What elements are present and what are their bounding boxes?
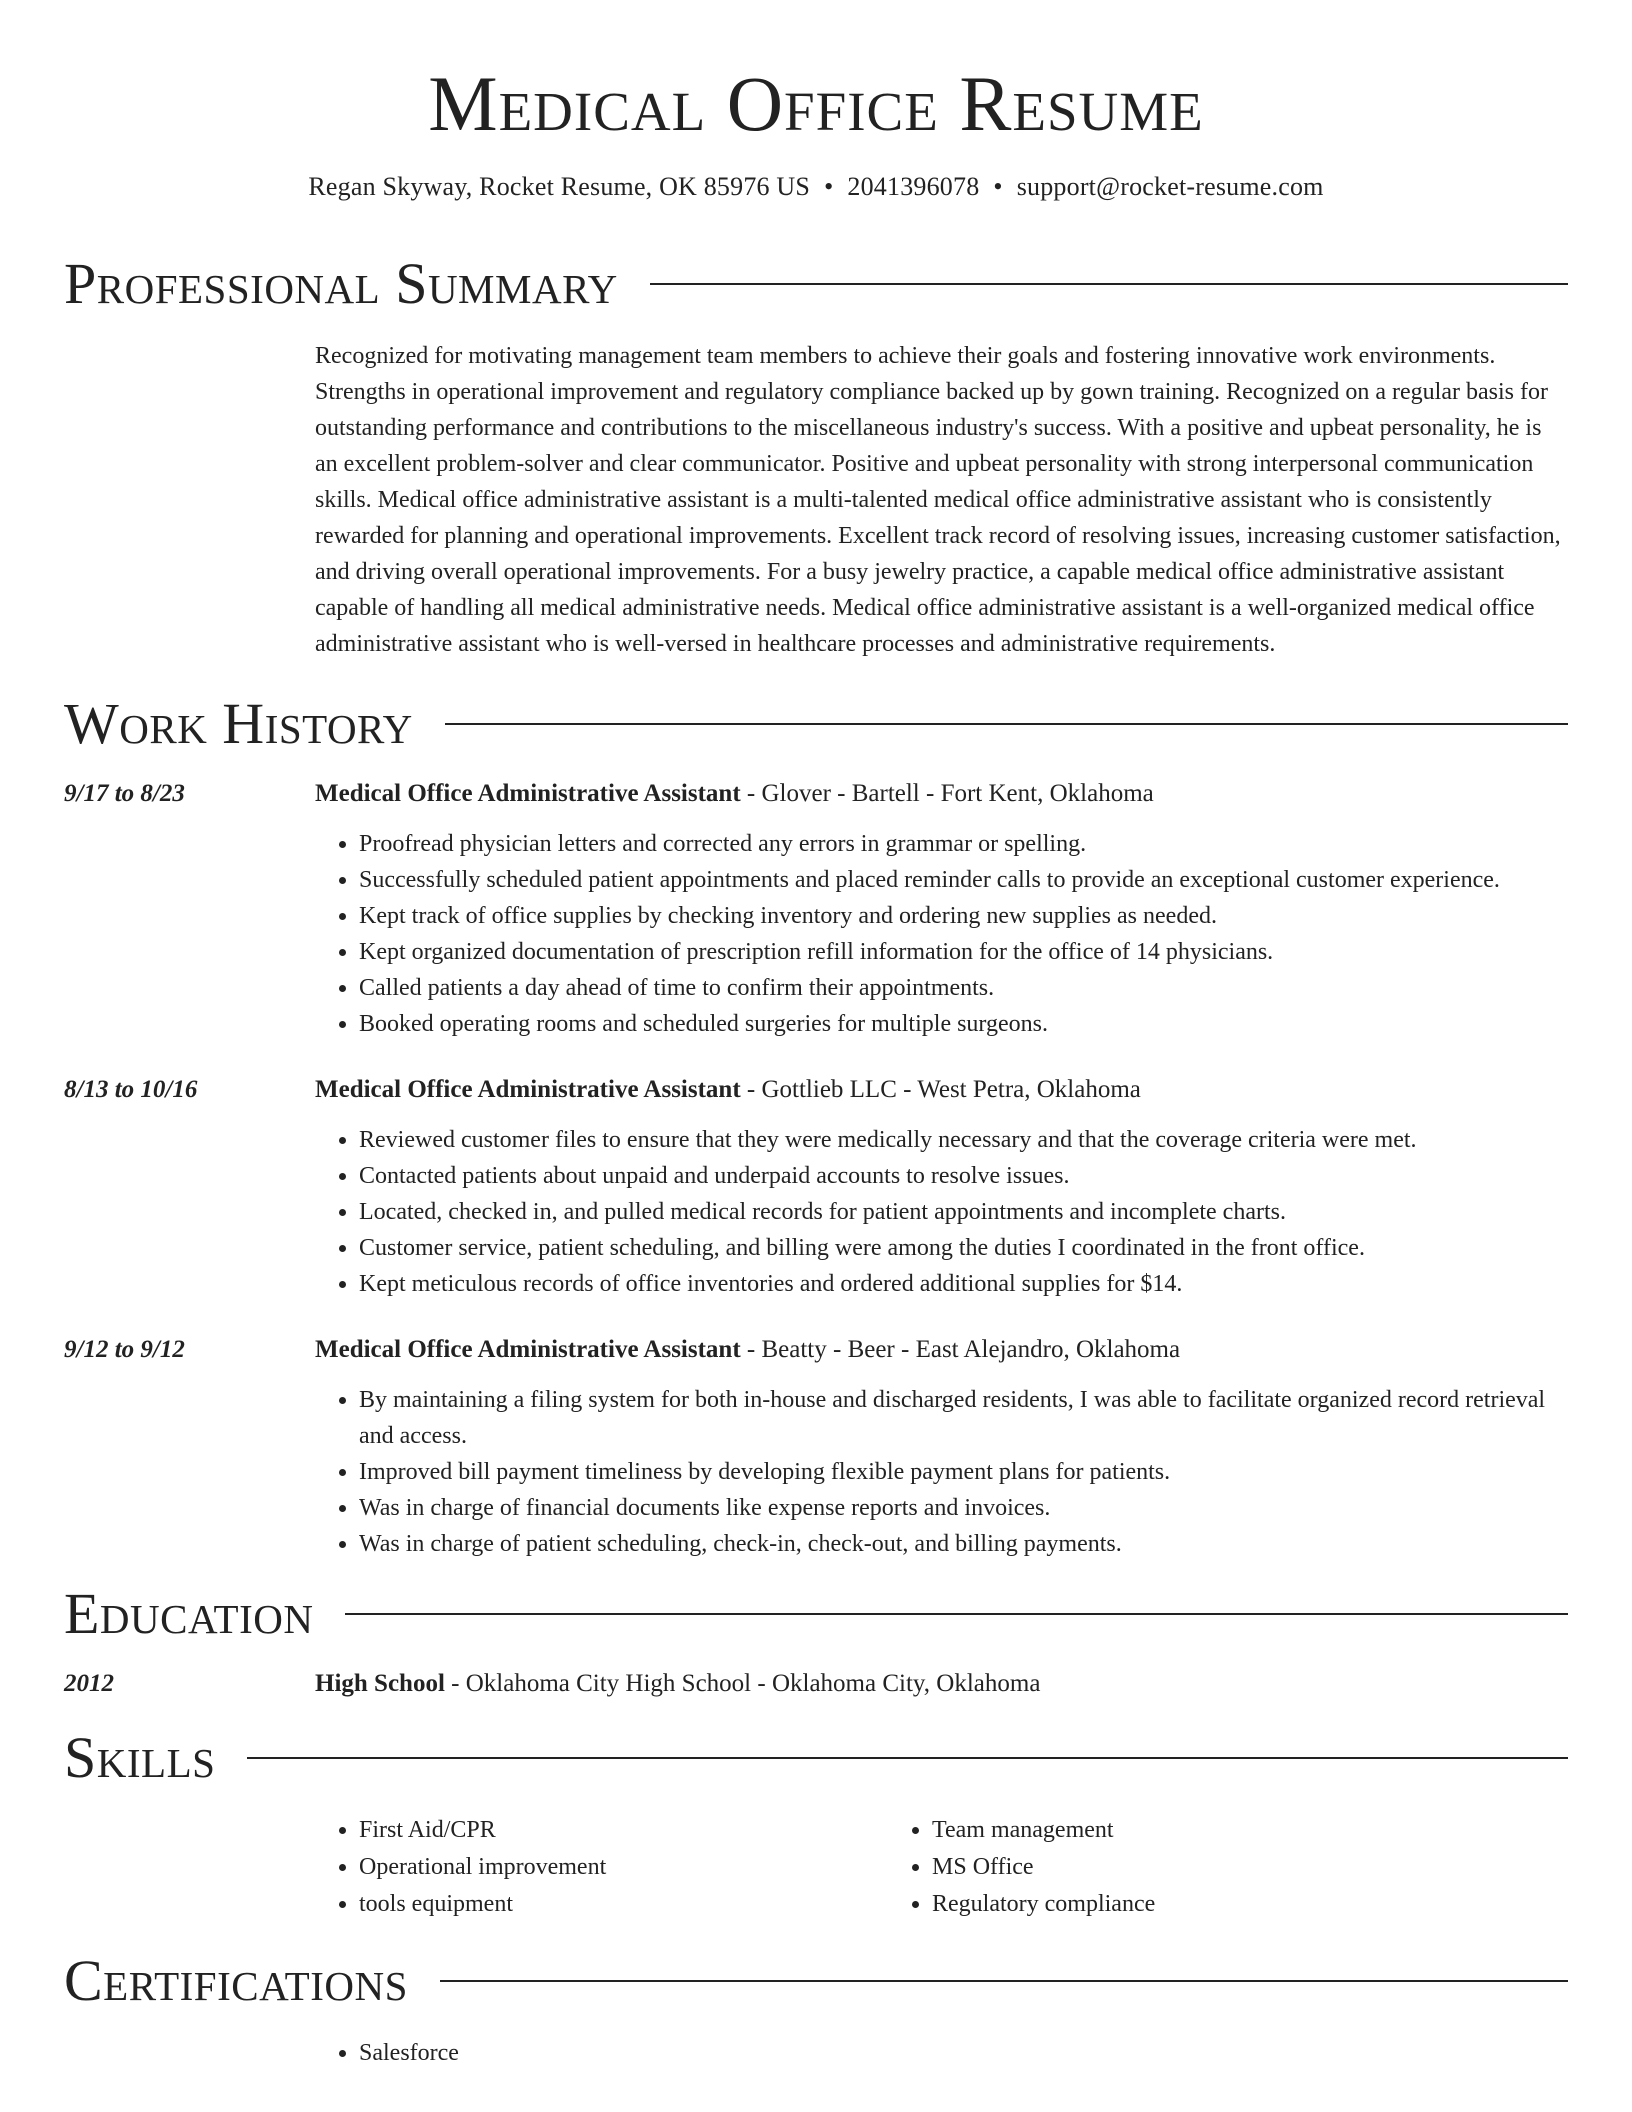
skill-item: • Regulatory compliance bbox=[932, 1886, 1461, 1923]
job-bullets-container bbox=[315, 1108, 1568, 1302]
job-bullet: • Located, checked in, and pulled medical records for patient appointments and incomplete charts. bbox=[359, 1194, 1568, 1230]
job-bullet: • Called patients a day ahead of time to confirm their appointments. bbox=[359, 970, 1568, 1006]
job-heading bbox=[315, 776, 1568, 812]
job-bullets bbox=[315, 826, 1568, 1042]
page-title: Medical Office Resume bbox=[428, 60, 1204, 147]
education-section-header bbox=[64, 1581, 1568, 1646]
education-degree: High School bbox=[315, 1670, 445, 1697]
job-bullets bbox=[315, 1122, 1568, 1302]
job-bullet: • Customer service, patient scheduling, and billing were among the duties I coordinated in the front office. bbox=[359, 1230, 1568, 1266]
skills-column-left bbox=[315, 1812, 888, 1923]
skill-item: • Operational improvement bbox=[359, 1849, 888, 1886]
job-dates-spacer bbox=[64, 1108, 315, 1302]
skills-grid bbox=[64, 1812, 1568, 1923]
education-year: 2012 bbox=[64, 1670, 114, 1697]
job-bullet: • Improved bill payment timeliness by developing flexible payment plans for patients. bbox=[359, 1454, 1568, 1490]
job-header bbox=[64, 1072, 1568, 1108]
job-bullet: • Kept meticulous records of office inventories and ordered additional supplies for $14. bbox=[359, 1266, 1568, 1302]
job-dates: 8/13 to 10/16 bbox=[64, 1076, 198, 1103]
job-bullet: • By maintaining a filing system for both in-house and discharged residents, I was able to facilitate organized record retrieval and access. bbox=[359, 1382, 1568, 1454]
section-divider bbox=[445, 723, 1568, 725]
job-bullet: • Was in charge of patient scheduling, check-in, check-out, and billing payments. bbox=[359, 1526, 1568, 1562]
certification-item: • Salesforce bbox=[359, 2035, 1568, 2071]
job-body bbox=[64, 1108, 1568, 1302]
section-divider bbox=[650, 283, 1568, 285]
certifications-bullets bbox=[315, 2035, 1568, 2071]
job-dates-spacer bbox=[64, 812, 315, 1042]
job-title: Medical Office Administrative Assistant bbox=[315, 1336, 741, 1363]
contact-separator: • bbox=[824, 172, 834, 201]
job-bullet: • Was in charge of financial documents like expense reports and invoices. bbox=[359, 1490, 1568, 1526]
certifications-list bbox=[64, 2035, 1568, 2071]
skill-item: • MS Office bbox=[932, 1849, 1461, 1886]
job-header bbox=[64, 776, 1568, 812]
job-entry bbox=[64, 1072, 1568, 1302]
job-entry bbox=[64, 776, 1568, 1042]
job-bullet: • Kept track of office supplies by checking inventory and ordering new supplies as needed. bbox=[359, 898, 1568, 934]
skill-item: • First Aid/CPR bbox=[359, 1812, 888, 1849]
certifications-heading: Certifications bbox=[64, 1948, 408, 2013]
job-body bbox=[64, 812, 1568, 1042]
job-dates: 9/12 to 9/12 bbox=[64, 1336, 185, 1363]
skill-item: • tools equipment bbox=[359, 1886, 888, 1923]
job-employer: - Glover - Bartell - Fort Kent, Oklahoma bbox=[740, 780, 1154, 807]
summary-heading: Professional Summary bbox=[64, 251, 618, 316]
job-employer: - Gottlieb LLC - West Petra, Oklahoma bbox=[740, 1076, 1141, 1103]
job-bullets-container bbox=[315, 812, 1568, 1042]
job-bullets bbox=[315, 1382, 1568, 1562]
job-bullet: • Kept organized documentation of prescription refill information for the office of 14 physicians. bbox=[359, 934, 1568, 970]
skill-item: • Team management bbox=[932, 1812, 1461, 1849]
education-school: - Oklahoma City High School - Oklahoma City, Oklahoma bbox=[444, 1670, 1041, 1697]
job-bullet: • Proofread physician letters and corrected any errors in grammar or spelling. bbox=[359, 826, 1568, 862]
job-bullets-container bbox=[315, 1368, 1568, 1562]
work-heading: Work History bbox=[64, 691, 413, 756]
section-divider bbox=[247, 1757, 1568, 1759]
job-bullet: • Contacted patients about unpaid and underpaid accounts to resolve issues. bbox=[359, 1158, 1568, 1194]
job-bullet: • Reviewed customer files to ensure that they were medically necessary and that the coverage criteria were met. bbox=[359, 1122, 1568, 1158]
work-history-list bbox=[64, 776, 1568, 1562]
job-heading bbox=[315, 1072, 1568, 1108]
skills-column-right bbox=[888, 1812, 1461, 1923]
job-bullet: • Booked operating rooms and scheduled surgeries for multiple surgeons. bbox=[359, 1006, 1568, 1042]
contact-phone: 2041396078 bbox=[847, 172, 980, 201]
certifications-section-header bbox=[64, 1948, 1568, 2013]
job-header bbox=[64, 1332, 1568, 1368]
job-heading bbox=[315, 1332, 1568, 1368]
contact-email[interactable]: support@rocket-resume.com bbox=[1016, 172, 1324, 201]
skills-heading: Skills bbox=[64, 1725, 216, 1790]
summary-section-header bbox=[64, 251, 1568, 316]
job-employer: - Beatty - Beer - East Alejandro, Oklahoma bbox=[740, 1336, 1181, 1363]
skills-section-header bbox=[64, 1725, 1568, 1790]
education-heading: Education bbox=[64, 1581, 314, 1646]
job-title: Medical Office Administrative Assistant bbox=[315, 780, 741, 807]
job-dates-spacer bbox=[64, 1368, 315, 1562]
contact-line bbox=[64, 172, 1568, 202]
job-bullet: • Successfully scheduled patient appointments and placed reminder calls to provide an exceptional customer experience. bbox=[359, 862, 1568, 898]
summary-text: Recognized for motivating management team members to achieve their goals and fostering innovative work environments. Strengths in operational improvement and regulatory compliance backed up by gown training. Recognized on a regular basis for outstanding performance and contributions to the miscellaneous industry's success. With a positive and upbeat personality, he is an excellent problem-solver and clear communicator. Positive and upbeat personality with strong interpersonal communication skills. Medical office administrative assistant is a multi-talented medical office administrative assistant who is consistently rewarded for planning and operational improvements. Excellent track record of resolving issues, increasing customer satisfaction, and driving overall operational improvements. For a busy jewelry practice, a capable medical office administrative assistant capable of handling all medical administrative needs. Medical office administrative assistant is a well-organized medical office administrative assistant who is well-versed in healthcare processes and administrative requirements. bbox=[315, 343, 1561, 657]
section-divider bbox=[440, 1980, 1568, 1982]
job-body bbox=[64, 1368, 1568, 1562]
education-entry bbox=[64, 1666, 1568, 1702]
contact-separator: • bbox=[993, 172, 1003, 201]
job-dates: 9/17 to 8/23 bbox=[64, 780, 185, 807]
job-entry bbox=[64, 1332, 1568, 1562]
job-title: Medical Office Administrative Assistant bbox=[315, 1076, 741, 1103]
contact-address: Regan Skyway, Rocket Resume, OK 85976 US bbox=[308, 172, 811, 201]
education-detail bbox=[315, 1666, 1568, 1702]
work-section-header bbox=[64, 691, 1568, 756]
section-divider bbox=[345, 1613, 1568, 1615]
